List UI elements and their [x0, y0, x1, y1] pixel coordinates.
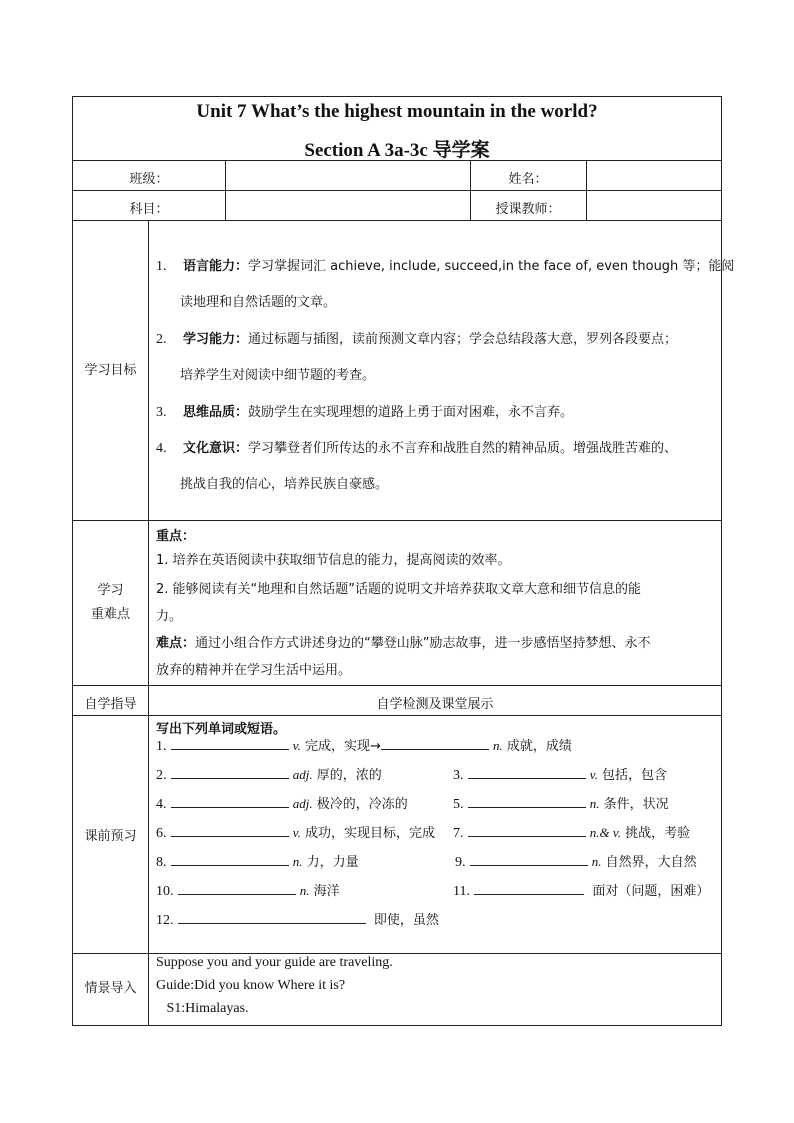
col-divider: [148, 220, 149, 1026]
row-divider: [73, 953, 721, 954]
answer-blank[interactable]: [468, 795, 586, 808]
key-item: 1. 培养在英语阅读中获取细节信息的能力，提高阅读的效率。: [156, 553, 511, 568]
scene-line: S1:Himalayas.: [156, 1001, 249, 1016]
keypoints-label: 重难点: [90, 607, 130, 622]
key-item-cont: 力。: [156, 609, 183, 624]
worksheet-table: [72, 96, 735, 1026]
answer-blank[interactable]: [171, 766, 289, 779]
subject-field[interactable]: [226, 191, 469, 220]
answer-blank[interactable]: [468, 766, 586, 779]
keypoints-label: 学习: [97, 583, 124, 598]
vocab-item: 12. 即使，虽然: [156, 913, 439, 928]
row-divider: [73, 715, 721, 716]
objective-item: 1. 语言能力：学习掌握词汇 achieve, include, succeed,in the face of, even though 等；能阅: [156, 259, 735, 274]
answer-blank[interactable]: [171, 824, 289, 837]
class-label: 班级：: [129, 172, 169, 187]
difficulty-item-cont: 放弃的精神并在学习生活中运用。: [156, 663, 352, 678]
answer-blank[interactable]: [171, 853, 289, 866]
vocab-item: 10. n. 海洋: [156, 883, 340, 899]
scene-label: 情景导入: [84, 981, 137, 996]
vocab-item: 3. v. 包括，包含: [453, 767, 667, 783]
answer-blank[interactable]: [468, 824, 586, 837]
answer-blank[interactable]: [381, 737, 489, 750]
objective-item: 2. 学习能力：通过标题与插图，读前预测文章内容；学会总结段落大意，罗列各段要点；: [156, 332, 678, 347]
key-heading: 重点：: [156, 529, 196, 544]
scene-line: Guide:Did you know Where it is?: [156, 978, 346, 993]
objective-item: 4. 文化意识：学习攀登者们所传达的永不言弃和战胜自然的精神品质。增强战胜苦难的、: [156, 441, 678, 456]
vocab-item: 5. n. 条件，状况: [453, 796, 669, 812]
guide-content: 自学检测及课堂展示: [376, 697, 494, 712]
answer-blank[interactable]: [474, 882, 584, 895]
row-divider: [73, 685, 721, 686]
answer-blank[interactable]: [171, 795, 289, 808]
objective-item-cont: 挑战自我的信心，培养民族自豪感。: [180, 477, 389, 492]
page-subtitle: Section A 3a-3c 导学案: [304, 140, 490, 161]
key-item: 2. 能够阅读有关“地理和自然话题”话题的说明文并培养获取文章大意和细节信息的能: [156, 582, 642, 597]
preview-label: 课前预习: [84, 829, 137, 844]
preview-heading: 写出下列单词或短语。: [156, 722, 287, 737]
vocab-item: 4. adj. 极冷的，冷冻的: [156, 796, 408, 812]
teacher-field[interactable]: [587, 191, 721, 220]
page-title: Unit 7 What’s the highest mountain in the world?: [196, 101, 598, 122]
row-divider: [73, 520, 721, 521]
objective-item-cont: 读地理和自然话题的文章。: [180, 295, 337, 310]
answer-blank[interactable]: [470, 853, 588, 866]
row-divider: [73, 220, 721, 221]
vocab-item: 11. 面对（问题，困难）: [453, 884, 710, 899]
vocab-item: 1. v. 完成，实现→ n. 成就，成绩: [156, 738, 572, 754]
guide-label: 自学指导: [84, 697, 137, 712]
subject-label: 科目：: [129, 202, 169, 217]
answer-blank[interactable]: [178, 882, 296, 895]
name-field[interactable]: [587, 161, 721, 190]
answer-blank[interactable]: [178, 911, 366, 924]
vocab-item: 2. adj. 厚的，浓的: [156, 767, 382, 783]
difficulty-item: 难点：通过小组合作方式讲述身边的“攀登山脉”励志故事，进一步感悟坚持梦想、永不: [156, 636, 651, 651]
objective-item-cont: 培养学生对阅读中细节题的考查。: [180, 368, 376, 383]
answer-blank[interactable]: [171, 737, 289, 750]
class-field[interactable]: [226, 161, 469, 190]
objective-item: 3. 思维品质：鼓励学生在实现理想的道路上勇于面对困难，永不言弃。: [156, 405, 574, 420]
vocab-item: 7. n.& v. 挑战，考验: [453, 825, 691, 841]
teacher-label: 授课教师：: [495, 202, 561, 217]
scene-line: Suppose you and your guide are traveling.: [156, 955, 393, 970]
vocab-item: 6. v. 成功，实现目标，完成: [156, 825, 435, 841]
objectives-label: 学习目标: [84, 363, 137, 378]
vocab-item: 9. n. 自然界，大自然: [455, 854, 697, 870]
vocab-item: 8. n. 力，力量: [156, 854, 359, 870]
name-label: 姓名：: [508, 172, 548, 187]
